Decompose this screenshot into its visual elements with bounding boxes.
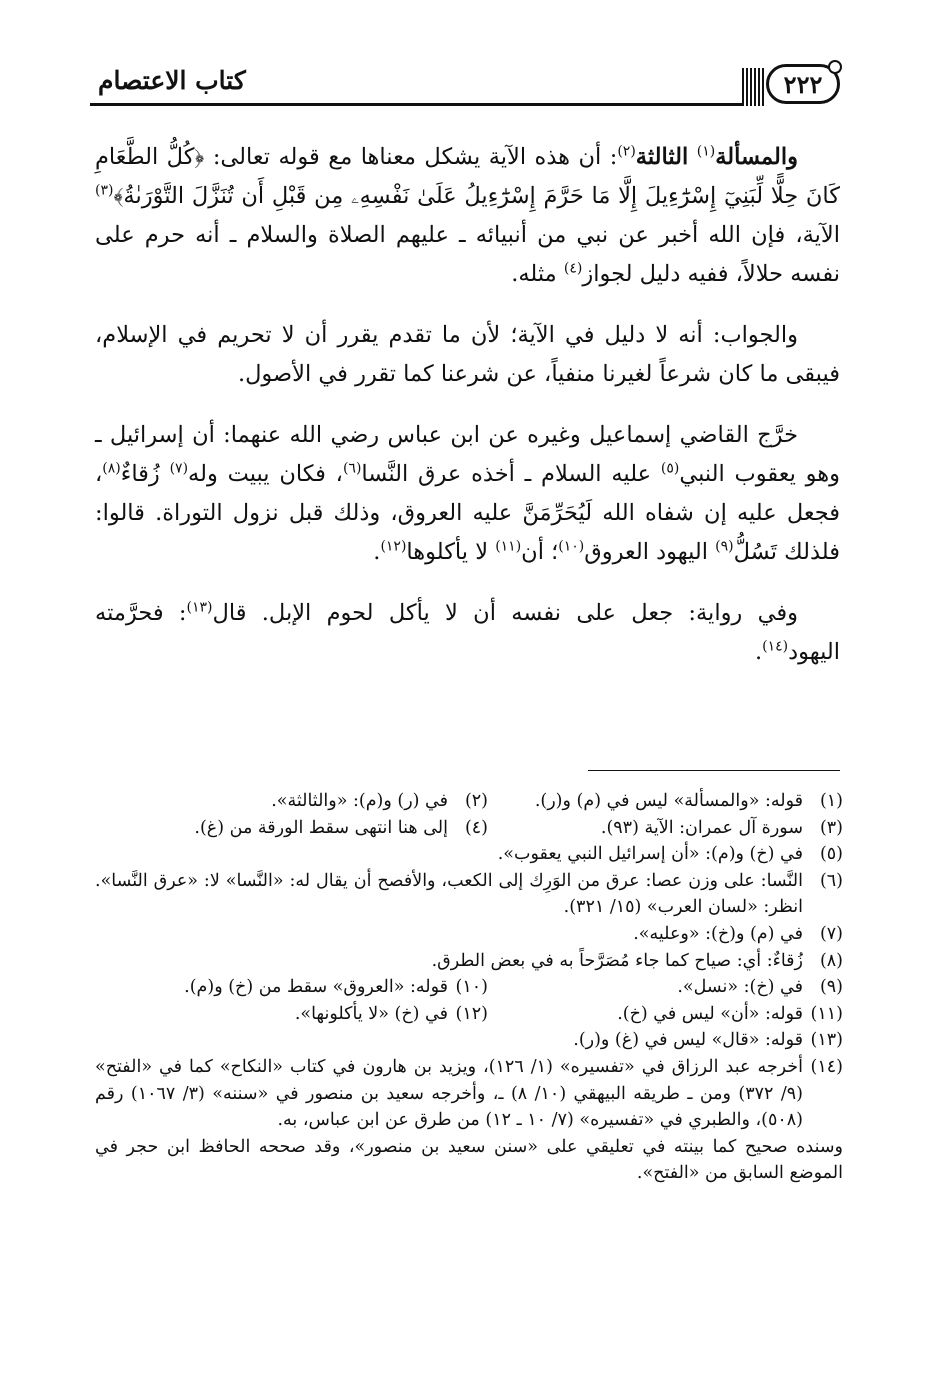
- footnote-3: [488, 815, 843, 842]
- footnote-text: سورة آل عمران: الآية (٩٣).: [600, 817, 803, 838]
- footnote-14: [95, 1054, 843, 1134]
- paragraph-text: .: [754, 639, 763, 665]
- footnote-ref[interactable]: (١٠): [558, 538, 585, 555]
- footnote-row: [95, 815, 843, 842]
- footnote-number: (٧): [819, 923, 843, 944]
- footnote-number: (١٤): [810, 1056, 843, 1077]
- footnote-2: [271, 788, 488, 815]
- footnote-text: إلى هنا انتهى سقط الورقة من (غ).: [194, 817, 448, 838]
- paragraph-text: مثله.: [511, 261, 564, 287]
- paragraph-variant-narration: [95, 594, 840, 672]
- footnote-ref[interactable]: (٤): [563, 260, 583, 277]
- paragraph-text: الآية، فإن الله أخبر عن نبي من أنبيائه ـ عليهم الصلاة والسلام ـ أنه حرم على نفسه حلالاً، ففيه دليل لجواز: [95, 222, 840, 287]
- footnote-row: [95, 1001, 843, 1028]
- paragraph-text: زُقاءٌ: [120, 461, 170, 487]
- footnote-6: [95, 868, 843, 921]
- footnote-1: [488, 788, 843, 815]
- footnote-number: (٨): [819, 950, 843, 971]
- footnote-7: [95, 921, 843, 948]
- paragraph-narration: [95, 416, 840, 572]
- header-ornament-bars: [742, 68, 766, 106]
- footnote-ref[interactable]: (١٣): [186, 599, 213, 616]
- paragraph-text: ، فكان يبيت وله: [188, 461, 343, 487]
- footnote-text: في (خ) و(م): «أن إسرائيل النبي يعقوب».: [497, 844, 803, 865]
- footnote-ref[interactable]: (٧): [169, 460, 189, 477]
- footnote-number: (٢): [464, 791, 488, 811]
- footnote-12: [295, 1001, 488, 1028]
- paragraph-text: وفي رواية: جعل على نفسه أن لا يأكل لحوم الإبل. قال: [212, 600, 798, 626]
- paragraph-text: : فحرَّمته اليهود: [95, 600, 840, 665]
- paragraph-text: لا يأكلوها: [406, 539, 496, 565]
- footnote-number: (١٢): [455, 1003, 488, 1024]
- footnotes: [95, 788, 843, 1187]
- footnote-ref[interactable]: (٩): [715, 538, 734, 555]
- footnote-separator: [588, 770, 840, 771]
- footnote-number: (٩): [819, 977, 843, 998]
- issue-heading: والمسألة: [715, 144, 799, 170]
- page-number: ٢٢٢: [783, 69, 823, 99]
- footnote-row: [95, 974, 843, 1001]
- paragraph-third-issue: [95, 138, 840, 294]
- footnote-number: (١٠): [455, 977, 488, 998]
- paragraph-answer: والجواب: أنه لا دليل في الآية؛ لأن ما تقدم يقرر أن لا تحريم في الإسلام، فيبقى ما كان شرعاً لغيرنا منفياً، عن شرعنا كما تقرر في الأصول.: [95, 322, 840, 387]
- footnote-number: (٥): [819, 844, 843, 865]
- footnote-9: [488, 974, 843, 1001]
- paragraph-text: : أن هذه الآية يشكل معناها مع قوله تعالى: ﴿كُلُّ الطَّعَامِ كَانَ حِلًّا لِّبَنِيٓ إِسْرَٰٓءِيلَ إِلَّا مَا حَرَّمَ إِسْرَٰٓءِيلُ عَلَىٰ نَفْسِهِۦ مِن قَبْلِ أَن تُنَزَّلَ التَّوْرَىٰةُ﴾: [95, 144, 840, 209]
- footnote-ref[interactable]: (١): [696, 143, 716, 160]
- footnote-text: أخرجه عبد الرزاق في «تفسيره» (١/ ١٢٦)، ويزيد بن هارون في كتاب «النكاح» كما في «الفتح» (٩/ ٣٧٢) ومن ـ طريقه البيهقي (١٠/ ٨) ـ، وأخرجه سعيد بن منصور في «سننه» (٣/ ١٠٦٧) رقم (٥٠٨)، والطبري في «تفسيره» (٧/ ١٠ ـ ١٢) من طرق عن ابن عباس، به.: [95, 1056, 803, 1131]
- footnote-text: في (خ): «نسل».: [677, 977, 803, 998]
- footnote-text: قوله: «والمسألة» ليس في (م) و(ر).: [534, 791, 803, 811]
- footnote-4: [194, 815, 488, 842]
- footnote-number: (٦): [819, 870, 843, 891]
- footnote-text: في (ر) و(م): «والثالثة».: [271, 791, 448, 811]
- paragraph-text: اليهود العروق: [584, 539, 716, 565]
- paragraph-text: ، فجعل عليه إن شفاه الله لَيُحَرِّمَنَّ عليه العروق، وذلك قبل نزول التوراة. قالوا: فلذلك تَسُلُّ: [95, 461, 840, 565]
- issue-heading-ordinal: الثالثة: [635, 144, 689, 170]
- footnote-ref[interactable]: (٣): [95, 182, 114, 199]
- footnote-text: قوله: «قال» ليس في (غ) و(ر).: [573, 1030, 803, 1051]
- footnote-row: [95, 788, 843, 815]
- paragraph-text: خرَّج القاضي إسماعيل وغيره عن ابن عباس رضي الله عنهما: أن إسرائيل ـ وهو يعقوب النبي: [95, 422, 840, 487]
- footnote-ref[interactable]: (٨): [102, 460, 121, 477]
- footnote-text: قوله: «أن» ليس في (خ).: [617, 1003, 803, 1024]
- footnote-ref[interactable]: (١٤): [762, 638, 789, 655]
- footnote-text: في (خ) «لا يأكلونها».: [294, 1003, 448, 1024]
- footnote-text: النَّسا: على وزن عصا: عرق من الوَرِك إلى الكعب، والأفصح أن يقال له: «النَّسا» لا: «عرق النَّسا». انظر: «لسان العرب» (١٥/ ٣٢١).: [95, 870, 803, 918]
- badge-ornament-icon: [828, 60, 842, 74]
- footnote-text: زُقاءٌ: أي: صياح كما جاء مُصَرَّحاً به في بعض الطرق.: [431, 950, 803, 971]
- paragraph-text: ؛ أن: [521, 539, 559, 565]
- footnote-number: (٤): [464, 817, 488, 838]
- paragraph-text: .: [373, 539, 381, 565]
- main-text: [95, 138, 840, 694]
- header-rule: [90, 103, 742, 106]
- footnote-ref[interactable]: (٦): [342, 460, 362, 477]
- footnote-ref[interactable]: (١١): [495, 538, 522, 555]
- footnote-8: [95, 948, 843, 975]
- footnote-number: (٣): [819, 817, 843, 838]
- footnote-11: [488, 1001, 843, 1028]
- footnote-14-continuation: وسنده صحيح كما بينته في تعليقي على «سنن سعيد بن منصور»، وقد صححه الحافظ ابن حجر في الموضع السابق من «الفتح».: [95, 1136, 843, 1184]
- footnote-number: (١١): [810, 1003, 843, 1024]
- footnote-text: قوله: «العروق» سقط من (خ) و(م).: [184, 977, 448, 998]
- footnote-10: [184, 974, 488, 1001]
- running-title: كتاب الاعتصام: [98, 66, 246, 95]
- footnote-number: (١): [819, 791, 843, 811]
- footnote-ref[interactable]: (٥): [660, 460, 680, 477]
- footnote-number: (١٣): [810, 1030, 843, 1051]
- footnote-13: [95, 1027, 843, 1054]
- footnote-ref[interactable]: (١٢): [380, 538, 407, 555]
- paragraph-text: عليه السلام ـ أخذه عرق النَّسا: [361, 461, 661, 487]
- footnote-text: في (م) و(خ): «وعليه».: [633, 923, 803, 944]
- page-header: [90, 58, 842, 118]
- footnote-5: [95, 841, 843, 868]
- footnote-ref[interactable]: (٢): [617, 143, 636, 160]
